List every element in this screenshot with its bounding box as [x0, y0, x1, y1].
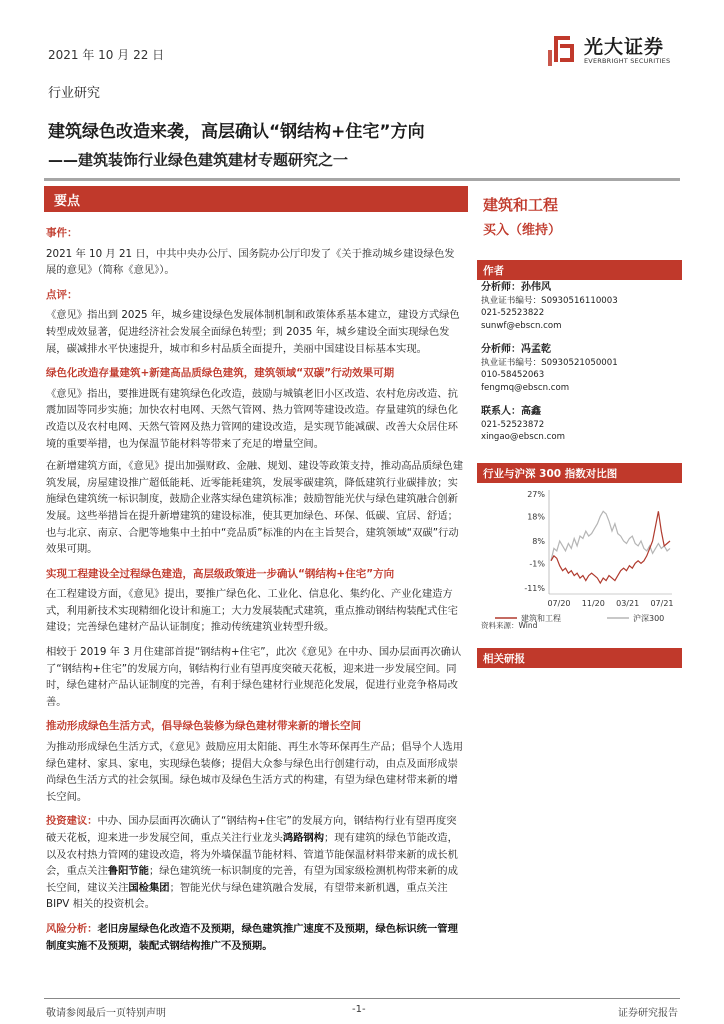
event-heading: 事件： — [46, 227, 78, 239]
x-tick-label: 07/20 — [547, 599, 571, 608]
chart-source: 资料来源：Wind — [481, 621, 538, 630]
legend-label: 沪深300 — [633, 614, 665, 623]
analyst-email[interactable]: fengmq@ebscn.com — [481, 382, 570, 393]
logo-english-name: EVERBRIGHT SECURITIES — [584, 57, 671, 65]
chart-bar — [477, 463, 682, 483]
analyst-email[interactable]: sunwf@ebscn.com — [481, 320, 562, 331]
section2-paragraph: 相较于 2019 年 3 月住建部首提“钢结构+住宅”，此次《意见》在中办、国办层面再次确认了“钢结构+住宅”的发展方向，钢结构行业有望再度突破天花板，迎来进一步发展空间。同时，绿色建材产品认证制度的完善，有利于绿色建材行业规范化发展，促进行业竞争格局改善。 — [46, 646, 462, 708]
section-heading-green-lifestyle: 推动形成绿色生活方式，倡导绿色装修为绿色建材带来新的增长空间 — [46, 720, 361, 733]
report-title: 建筑绿色改造来袭，高层确认“钢结构+住宅”方向 — [48, 122, 425, 142]
index-comparison-chart — [477, 488, 682, 628]
analyst-block — [481, 344, 618, 394]
disclaimer-link[interactable]: 敬请参阅最后一页特别声明 — [46, 1008, 166, 1019]
risk-text: 老旧房屋绿色化改造不及预期，绿色建筑推广速度不及预期，绿色标识统一管理制度实施不及预期，装配式钢结构推广不及预期。 — [46, 922, 458, 952]
y-tick-label: -11% — [524, 584, 545, 593]
section1-paragraph: 在新增建筑方面，《意见》提出加强财政、金融、规划、建设等政策支持，推动高品质绿色建筑发展，房屋建设推广超低能耗、近零能耗建筑，发展零碳建筑，降低建筑行业碳排放；实施绿色建筑统一标识制度，鼓励企业落实绿色建筑标准；鼓励智能光伏与绿色建筑融合创新发展。这些举措旨在提升新增建筑的建设标准，使其更加绿色、环保、低碳、宜居、舒适；也与北京、南京、合肥等地集中土拍中“竞品质”标准的内在主旨契合，建筑领域“双碳”行动效果可期。 — [46, 460, 464, 556]
section-heading-steel-structure: 实现工程建设全过程绿色建造，高层级政策进一步确认“钢结构+住宅”方向 — [46, 567, 395, 580]
section3-paragraph: 为推动形成绿色生活方式，《意见》鼓励应用太阳能、再生水等环保再生产品；倡导个人选用绿色建材、家具、家电，实现绿色装修；提倡大众参与绿色出行创建行动，由点及面形成崇尚绿色生活方式的社会氛围。绿色城市及绿色生活方式的构建，有望为绿色建材带来新的增长空间。 — [46, 741, 464, 803]
sector-name: 建筑和工程 — [483, 196, 559, 214]
analyst-cert: 执业证书编号：S0930516110003 — [481, 295, 618, 306]
report-date: 2021 年 10 月 22 日 — [48, 48, 165, 62]
contact-name: 联系人：高鑫 — [481, 406, 541, 417]
event-text: 2021 年 10 月 21 日，中共中央办公厅、国务院办公厅印发了《关于推动城乡建设绿色发展的意见》（简称《意见》）。 — [46, 247, 455, 277]
section-heading-green-retrofit: 绿色化改造存量建筑+新建高品质绿色建筑，建筑领域“双碳”行动效果可期 — [46, 367, 395, 380]
footer-divider — [44, 998, 680, 999]
x-tick-label: 07/21 — [650, 599, 674, 608]
header-divider — [44, 178, 680, 181]
analyst-block — [481, 282, 618, 332]
everbright-logo-icon — [546, 32, 578, 66]
y-tick-label: 18% — [527, 512, 545, 522]
author-bar — [477, 260, 682, 280]
report-subtitle: ——建筑装饰行业绿色建筑建材专题研究之一 — [48, 151, 349, 169]
report-type: 行业研究 — [48, 86, 101, 101]
contact-block — [481, 406, 565, 444]
comment-text: 《意见》指出到 2025 年，城乡建设绿色发展体制机制和政策体系基本建立，建设方式绿色转型成效显著，促进经济社会发展全面绿色转型；到 2035 年，城乡建设全面实现绿色发展，碳减排水平快速提升，城市和乡村品质全面提升，美丽中国建设目标基本实现。 — [46, 309, 460, 355]
comment-heading: 点评： — [46, 288, 78, 301]
analyst-phone: 010-58452063 — [481, 370, 545, 380]
investment-advice: 投资建议：中办、国办层面再次确认了“钢结构+住宅”的发展方向，钢结构行业有望再度突破天花板，迎来进一步发展空间，重点关注行业龙头鸿路钢构；现有建筑的绿色节能改造，以及农村热力管网的建设改造，将为外墙保温节能材料、管道节能保温材料带来新的成长机会，重点关注鲁阳节能；绿色建筑统一标识制度的完善，有望为国家级检测机构带来新的成长空间，建议关注国检集团；智能光伏与绿色建筑融合发展，有望带来新机遇，重点关注 BIPV 相关的投资机会。 — [46, 815, 458, 911]
legend-label: 建筑和工程 — [521, 614, 561, 623]
key-points-bar — [44, 186, 468, 212]
x-tick-label: 11/20 — [581, 599, 605, 608]
stock-name: 鸿路钢构 — [282, 832, 325, 844]
series-line — [551, 511, 670, 583]
footer-report-label: 证券研究报告 — [618, 1008, 678, 1019]
y-tick-label: 27% — [527, 490, 545, 499]
section1-paragraph: 《意见》指出，要推进既有建筑绿色化改造，鼓励与城镇老旧小区改造、农村危房改造、抗震加固等同步实施；加快农村电网、天然气管网、热力管网等建设改造。存量建筑的绿色化改造以及农村电网、天然气管网及热力管网的建设改造，是实现节能减碳、改善大众居住环境的重要举措，也为保温节能材料等带来了充足的增量空间。 — [46, 387, 458, 450]
related-reports-bar — [477, 648, 682, 668]
contact-phone: 021-52523872 — [481, 419, 545, 430]
rating: 买入（维持） — [483, 223, 562, 238]
company-logo — [546, 30, 686, 70]
series-line — [551, 511, 670, 561]
analyst-phone: 021-52523822 — [481, 308, 545, 318]
advice-heading: 投资建议： — [46, 815, 98, 828]
y-tick-label: -1% — [529, 559, 545, 569]
analyst-cert: 执业证书编号：S0930521050001 — [481, 357, 618, 368]
related-reports-label: 相关研报 — [483, 653, 525, 665]
y-tick-label: 8% — [532, 537, 545, 546]
stock-name: 鲁阳节能 — [107, 865, 149, 878]
analyst-name: 分析师：冯孟乾 — [481, 344, 551, 355]
stock-name: 国检集团 — [128, 881, 170, 894]
main-content — [46, 225, 464, 962]
chart-label: 行业与沪深 300 指数对比图 — [483, 468, 618, 480]
risk-analysis — [46, 921, 464, 954]
key-points-label: 要点 — [54, 194, 81, 209]
x-tick-label: 03/21 — [616, 599, 640, 608]
section2-paragraph: 在工程建设方面，《意见》提出，要推广绿色化、工业化、信息化、集约化、产业化建造方式，利用新技术实现精细化设计和施工；大力发展装配式建筑，重点推动钢结构装配式住宅建设；完善绿色建材产品认证制度；推动传统建筑业转型升级。 — [46, 588, 458, 634]
risk-heading: 风险分析： — [46, 922, 98, 935]
contact-email[interactable]: xingao@ebscn.com — [481, 432, 565, 442]
logo-chinese-name: 光大证券 — [584, 36, 665, 58]
author-label: 作者 — [483, 265, 504, 277]
page-number: -1- — [352, 1004, 366, 1015]
analyst-name: 分析师：孙伟风 — [481, 282, 551, 293]
